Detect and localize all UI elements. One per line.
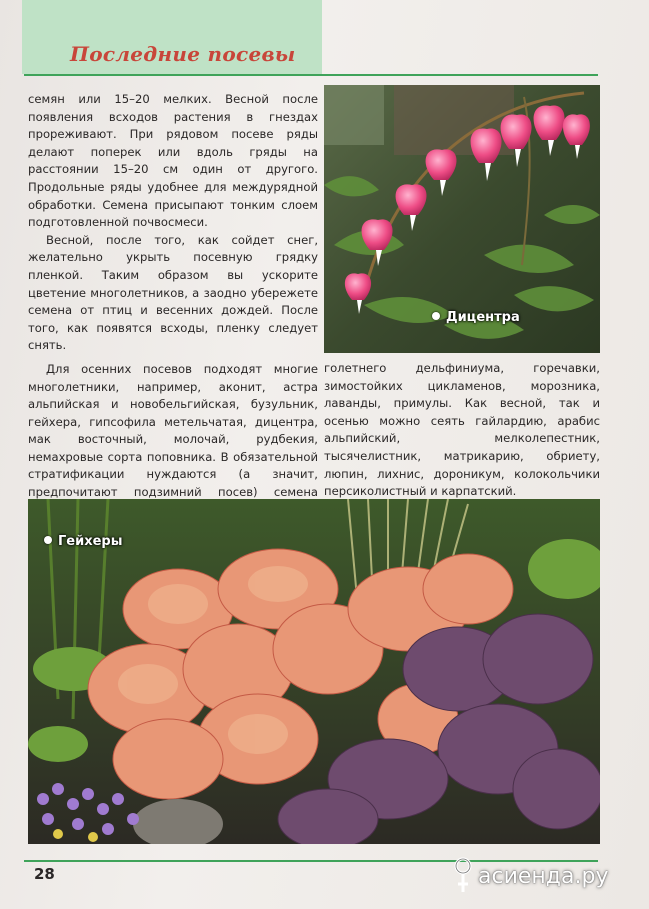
paragraph: Для осенних посевов подходят многие многолетники, например, аконит, астра альпийская и новобельгийская, бузульник, гейхера, гипсофила метельчатая, дицентра, мак восточный, молочай, рудбекия, немахровые сорта поповника. В обязательной стратификации нуждаются (а значит, предпочитают подзимний посев) семена bbox=[28, 361, 318, 500]
heuchera-photo bbox=[28, 499, 600, 844]
header-rule bbox=[24, 74, 598, 76]
caption-text: Гейхеры bbox=[58, 534, 123, 549]
paragraph: семян или 15–20 мелких. Весной после появления всходов растения в гнездах прореживают. При рядовом посеве ряды делают поперек или вдоль гряды на расстоянии 15–20 см один от другого. Продольные ряды удобнее для междурядной обработки. Семена присыпают тонким слоем подготовленной почвосмеси. bbox=[28, 92, 318, 230]
watermark-text: асиенда.ру bbox=[478, 864, 609, 889]
caption-text: Дицентра bbox=[446, 310, 520, 325]
article-right-column bbox=[324, 360, 600, 501]
page-number: 28 bbox=[34, 865, 55, 883]
section-title: Последние посевы bbox=[70, 42, 296, 66]
bullet-icon bbox=[432, 312, 440, 320]
dicentra-caption bbox=[432, 310, 520, 325]
paragraph: Весной, после того, как сойдет снег, желательно укрыть посевную грядку пленкой. Таким образом вы ускорите цветение многолетников, а заодно убережете семена от птиц и весенних дождей. После того, как появятся всходы, пленку следует снять. bbox=[28, 232, 318, 353]
heuchera-caption bbox=[44, 534, 122, 549]
asienda-logo-icon bbox=[452, 856, 476, 896]
paragraph: голетнего дельфиниума, горечавки, зимостойких цикламенов, морозника, лаванды, примулы. Как весной, так и осенью можно сеять гайлардию, арабис альпийский, мелколепестник, тысячелистник, матрикарию, обриету, люпин, лихнис, дороникум, колокольчики персиколистный и карпатский. bbox=[324, 361, 600, 499]
bullet-icon bbox=[44, 536, 52, 544]
watermark bbox=[452, 856, 642, 896]
article-left-column bbox=[28, 91, 318, 519]
